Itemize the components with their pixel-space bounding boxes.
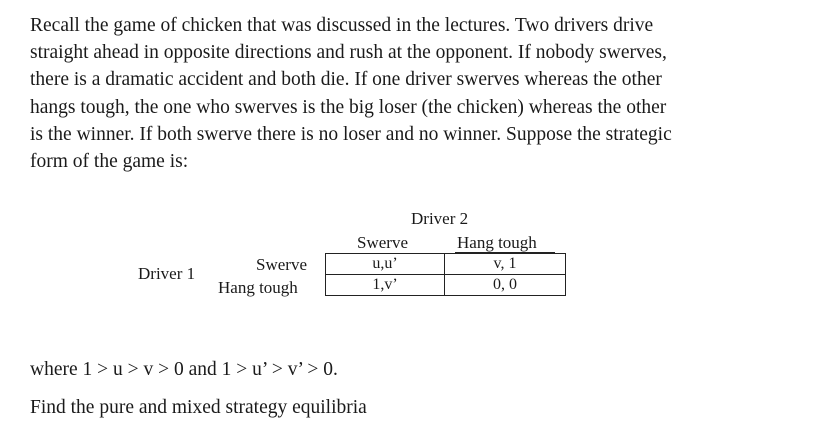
row-player-label: Driver 1 xyxy=(138,264,196,283)
statement-line: Recall the game of chicken that was discussed in the lectures. Two drivers drive xyxy=(30,15,654,36)
payoff-cell: 0, 0 xyxy=(445,275,566,296)
payoff-table xyxy=(325,253,566,296)
payoff-row-hang-tough xyxy=(326,275,566,296)
statement-line: straight ahead in opposite directions and rush at the opponent. If nobody swerves, xyxy=(30,42,667,64)
task-prompt: Find the pure and mixed strategy equilibria xyxy=(30,397,367,418)
statement-line: hangs tough, the one who swerves is the big loser (the chicken) whereas the other xyxy=(30,96,667,118)
payoff-cell: v, 1 xyxy=(445,254,566,275)
column-player-label: Driver 2 xyxy=(411,209,469,228)
statement-line: is the winner. If both swerve there is no loser and no winner. Suppose the strategic xyxy=(30,123,672,145)
row-strategy-hang-tough: Hang tough xyxy=(218,278,298,297)
statement-line: form of the game is: xyxy=(30,151,189,173)
payoff-row-swerve xyxy=(326,254,566,275)
row-strategy-swerve: Swerve xyxy=(256,255,307,274)
column-strategy-hang-tough: Hang tough xyxy=(457,233,537,252)
payoff-cell: 1,v’ xyxy=(326,275,445,296)
payoff-cell: u,u’ xyxy=(326,254,445,275)
statement-line: there is a dramatic accident and both die. If one driver swerves whereas the other xyxy=(30,69,662,91)
column-strategy-swerve: Swerve xyxy=(357,233,408,252)
parameter-condition: where 1 > u > v > 0 and 1 > u’ > v’ > 0. xyxy=(30,359,338,380)
